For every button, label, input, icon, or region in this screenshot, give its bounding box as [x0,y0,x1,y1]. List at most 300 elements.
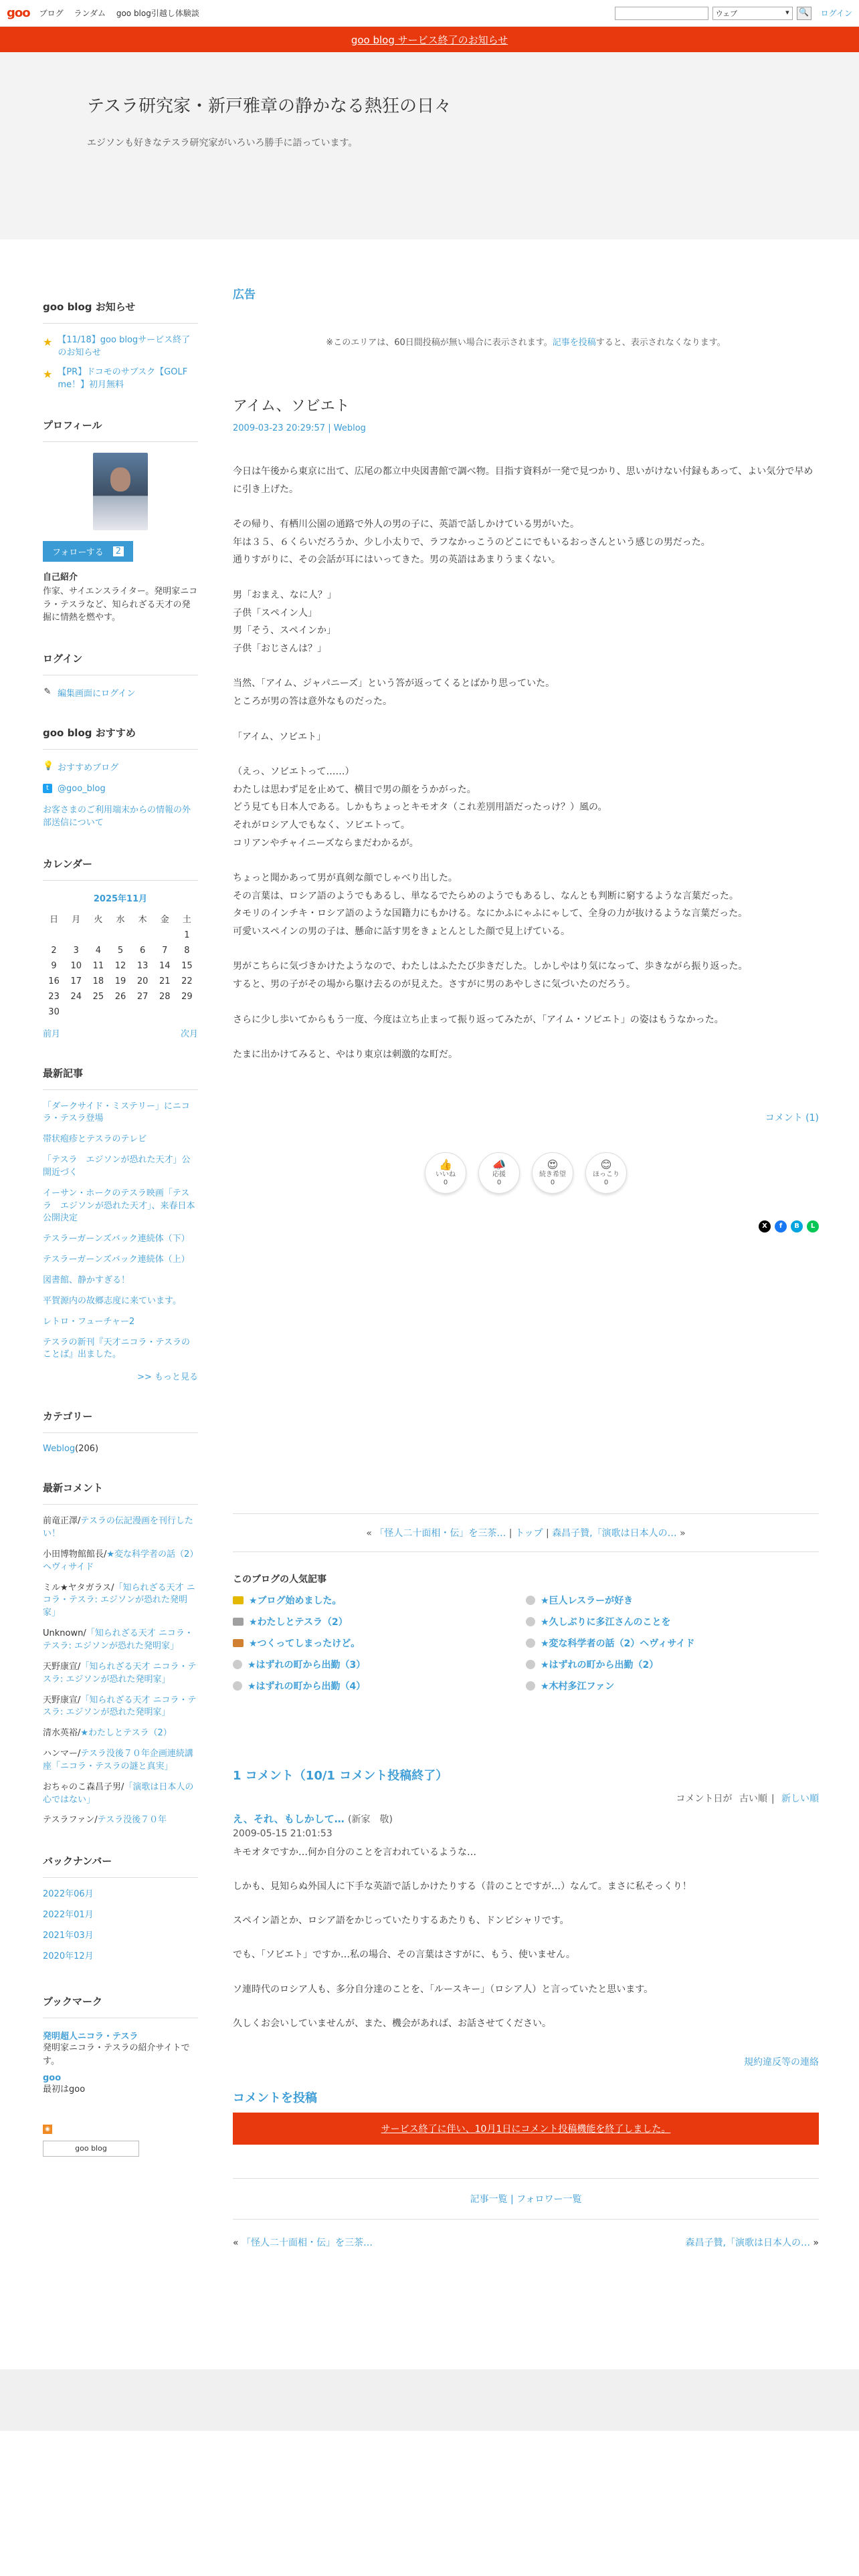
crown-icon [233,1618,244,1626]
post-line: その言葉は、ロシア語のようでもあるし、単なるでたらめのようでもあるし、なんとも判断に窮するような言葉だった。 [233,890,739,901]
search-scope-value: ウェブ [715,9,738,18]
top-link-blog[interactable]: ブログ [39,9,64,18]
notice-link[interactable]: 【11/18】goo blogサービス終了のお知らせ [58,335,191,358]
calendar-day: 18 [92,976,104,986]
paragraph-gap [233,994,819,1011]
reaction-button[interactable] [425,1152,466,1194]
paragraph-gap [233,1964,819,1981]
calendar-day: 20 [136,976,149,986]
goo-blog-badge[interactable] [43,2141,139,2157]
pencil-icon: ✎ [43,687,52,697]
follower-list-link[interactable]: フォロワー一覧 [516,2193,582,2205]
comment-article-link[interactable]: ★変な科学者の話（2）ヘヴィサイド [43,1549,194,1572]
reaction-count: 0 [550,1179,555,1187]
list-item [43,1889,198,1901]
recent-article-link[interactable]: 平賀源内の故郷志度に来ています。 [43,1295,181,1306]
calendar-day: 10 [70,960,82,971]
list-item [43,1628,198,1653]
post-line: コリアンやチャイニーズならまだわかるが。 [233,837,419,849]
calendar-day: 17 [70,976,82,986]
backnumber-heading: バックナンバー [43,1854,198,1878]
rank-dot-icon [526,1596,535,1605]
weekday-label: 日 [50,914,59,925]
follow-count: 2 [113,546,124,556]
popular-link[interactable]: ★はずれの町から出勤（4） [248,1681,366,1692]
popular-link[interactable]: ★変な科学者の話（2）ヘヴィサイド [541,1638,695,1649]
post-line: 可愛いスペインの男の子は、懸命に話す男をきょとんとした顔で見上げている。 [233,926,570,937]
calendar-day: 30 [48,1006,60,1017]
calendar-day: 7 [162,945,168,956]
calendar-heading: カレンダー [43,857,198,881]
goo-blog-badge-label: goo blog [75,2144,107,2153]
comment-sort: コメント日が 古い順 | 新しい順 [676,1793,819,1804]
search-icon: 🔍 [799,7,809,17]
reaction-count: 0 [496,1179,502,1187]
reaction-label: 続き希望 [539,1171,566,1179]
comment-title [233,1812,819,1826]
comment-article-link[interactable]: 「知られざる天才 ニコラ・テスラ: エジソンが恐れた発明家」 [43,1628,193,1651]
calendar-day [109,1004,131,1020]
notice-item [43,334,198,360]
calendar-day: 27 [136,991,149,1002]
rank-dot-icon [526,1617,535,1626]
calendar-day: 22 [181,976,193,986]
weekday-label: 水 [116,914,125,925]
comment-author: Unknown/ [43,1628,86,1639]
calendar-day: 15 [181,960,193,971]
post-line: それがロシア人でもなく、ソビエトって。 [233,819,410,831]
rank-dot-icon [233,1681,242,1691]
post-meta: 2009-03-23 20:29:57 | Weblog [233,423,366,433]
popular-item [233,1636,526,1650]
paragraph-gap [233,852,819,869]
post-line: タモリのインチキ・ロシア語のような国籍力にもかける。なにかふにゃふにゃして、全身の力が抜けるような言葉だった。 [233,908,748,920]
list-item [43,1316,198,1329]
search-input[interactable] [615,7,708,20]
login-box [43,651,198,699]
weekday-label: 火 [94,914,103,925]
reaction-label: いいね [436,1171,456,1179]
top-search [615,7,852,20]
sort-new-link[interactable]: 新しい順 [781,1793,819,1804]
popular-link[interactable]: ★久しぶりに多江さんのことを [541,1616,671,1628]
rank-dot-icon [526,1660,535,1669]
comment-line: スペイン語とか、ロシア語をかじっていたりするあたりも、ドンピシャリです。 [233,1915,569,1927]
reaction-button[interactable] [585,1152,627,1194]
comment-article-link[interactable]: 「演歌は日本人の心ではない」 [43,1782,194,1805]
comment-section-heading: 1 コメント（10/1 コメント投稿終了） [233,1768,448,1783]
list-item [43,1930,198,1943]
calendar-nav [43,1027,198,1039]
popular-item [526,1658,819,1671]
backnumber-scroll[interactable] [43,1889,198,1967]
list-item [43,1134,198,1146]
recommend-box [43,726,198,830]
popular-item [526,1615,819,1628]
article-list-link[interactable]: 記事一覧 [470,2193,508,2205]
profile-heading: プロフィール [43,418,198,442]
calendar-day: 12 [114,960,126,971]
star-icon: ★ [43,336,53,348]
notice-box [43,300,198,391]
weekday-label: 月 [72,914,81,925]
reaction-button[interactable] [478,1152,520,1194]
list-item [43,1661,198,1687]
calendar-day: 14 [159,960,171,971]
report-link[interactable]: 規約違反等の連絡 [744,2056,819,2068]
comment-date: 2009-05-15 21:01:53 [233,1828,332,1839]
paragraph-gap [233,1998,819,2016]
reaction-label: ほっこり [593,1171,619,1179]
follow-label: フォローする [52,548,104,558]
backnumber-box [43,1854,198,1967]
comment-article-link[interactable]: 「知られざる天才 ニコラ・テスラ: エジソンが恐れた発明家」 [43,1661,197,1685]
top-links [39,7,207,19]
comment-author: 天野康宣/ [43,1661,81,1672]
pager-next-link[interactable]: 森昌子贊,「演歌は日本人の… [552,1527,677,1539]
comment-list [43,1515,198,1827]
list-item [43,1909,198,1922]
pager-top-link[interactable]: トップ [514,1527,543,1539]
content-wrap [0,239,859,2265]
calendar-table [43,909,198,1020]
list-item [43,1727,198,1740]
post-comment-heading: コメントを投稿 [233,2090,317,2105]
category-heading: カテゴリー [43,1409,198,1433]
line-share-icon[interactable]: L [807,1220,819,1232]
comment-author: ハンマー/ [43,1749,81,1759]
facebook-share-icon[interactable]: f [775,1220,787,1232]
recent-article-link[interactable]: イーサン・ホークのテスラ映画「テスラ エジソンが恐れた天才」、来春日本公開決定 [43,1188,195,1224]
calendar-day [87,1004,109,1020]
list-item [43,1951,198,1963]
post-body [233,463,819,1064]
post-category-link[interactable]: Weblog [333,423,366,433]
lightbulb-icon: 💡 [43,761,54,772]
footer-badges [43,2123,198,2157]
comments-box [43,1481,198,1827]
list-item [43,1582,198,1620]
list-item [43,1814,198,1827]
paragraph-gap [233,940,819,958]
calendar-day: 9 [51,960,57,971]
popular-link[interactable]: ★わたしとテスラ（2） [249,1616,348,1628]
twitter-link[interactable]: @goo_blog [58,783,106,794]
calendar-day: 1 [184,930,190,940]
recent-article-link[interactable]: 「ダークサイド・ミステリー」にニコラ・テスラ登場 [43,1101,190,1124]
profile-photo[interactable] [93,453,148,530]
calendar-day: 6 [139,945,146,956]
bookmark-link[interactable]: 発明超人ニコラ・テスラ [43,2032,138,2042]
backnumber-list [43,1889,198,1963]
external-transmission-link[interactable]: お客さまのご利用端末からの情報の外部送信について [43,804,191,828]
post-line: その帰り、有栖川公園の通路で外人の男の子に、英語で話しかけている男がいた。 [233,519,579,530]
popular-item [526,1679,819,1693]
paragraph-gap [233,1929,819,1947]
weekday-label: 土 [182,914,191,925]
reaction-icon: 😍 [547,1158,559,1172]
search-scope-select[interactable] [712,7,793,20]
blog-header [0,52,859,239]
popular-item [233,1615,526,1628]
list-item [43,1188,198,1226]
blog-title[interactable]: テスラ研究家・新戸雅章の静かなる熱狂の日々 [87,96,452,116]
post-line: 男がこちらに気づきかけたようなので、わたしはふたたび歩きだした。しかしやはり気になって、歩きながら振り返った。 [233,961,748,972]
recent-article-link[interactable]: テスラーガーンズバック連続体（下） [43,1234,190,1245]
recent-article-link[interactable]: 帯状疱疹とテスラのテレビ [43,1134,147,1145]
login-heading: ログイン [43,651,198,675]
service-end-banner [0,27,859,52]
calendar-day [65,1004,87,1020]
rank-dot-icon [526,1681,535,1691]
post-line: 男「そう、スペインか」 [233,625,336,637]
ad-note-suffix: すると、表示されなくなります。 [595,338,726,348]
backnumber-link[interactable]: 2022年06月 [43,1889,94,1900]
paragraph-gap [233,1895,819,1913]
calendar-day: 28 [159,991,171,1002]
intro-text: 作家、サイエンスライター。発明家ニコラ・テスラなど、知られざる天才の発掘に情熱を燃やす。 [43,586,198,623]
comment-line: 久しくお会いしていませんが、また、機会があれば、お話させてください。 [233,2018,551,2029]
page-footer [0,2369,859,2431]
post-line: ちょっと聞かあって男が真剣な顔でしゃべり出した。 [233,873,458,884]
paragraph-gap [233,1029,819,1046]
calendar-week [43,928,198,943]
reaction-count: 0 [443,1179,448,1187]
recent-list [43,1101,198,1362]
calendar-day: 3 [73,945,79,956]
bottom-prev-link[interactable]: 「怪人二十面相・伝」を三茶… [242,2237,373,2248]
bottom-next-link[interactable]: 森昌子贊,「演歌は日本人の… [685,2237,810,2248]
reaction-buttons [233,1152,819,1194]
popular-item [526,1594,819,1607]
bookmark-desc: 最初はgoo [43,2084,86,2095]
calendar-day: 5 [117,945,124,956]
recent-article-link[interactable]: 図書館、静かすぎる！ [43,1275,130,1285]
top-link-random[interactable]: ランダム [74,9,106,18]
backnumber-link[interactable]: 2022年01月 [43,1910,94,1921]
post-line: 通りすがりに、その会話が耳にはいってきた。男の英語はあまりうまくない。 [233,554,561,566]
popular-link[interactable]: ★はずれの町から出勤（2） [541,1659,659,1671]
list-item [43,1233,198,1246]
share-buttons [233,1220,819,1232]
login-line [43,686,198,699]
popular-link[interactable]: ★はずれの町から出勤（3） [248,1659,366,1671]
paragraph-gap [233,498,819,516]
calendar-day: 11 [92,960,104,971]
pager-prev-link[interactable]: 「怪人二十面相・伝」を三茶… [375,1527,506,1539]
post-line: たまに出かけてみると、やはり東京は刺激的な町だ。 [233,1049,458,1061]
comment-author: (新家 敬) [348,1814,393,1825]
comment-author: 清水英裕/ [43,1728,81,1739]
reaction-button[interactable] [532,1152,573,1194]
paragraph-gap [233,1861,819,1879]
notice-link[interactable]: 【PR】ドコモのサブスク【GOLF me！】初月無料 [58,366,188,390]
more-link[interactable]: >> もっと見る [137,1372,198,1383]
calendar-day: 4 [95,945,101,956]
calendar-day: 25 [92,991,104,1002]
profile-box [43,418,198,625]
top-bar [0,0,859,27]
post-article-link[interactable]: 記事を投稿 [552,338,596,348]
comment-line: でも、「ソビエト」ですか…私の場合、その言葉はさすがに、もう、使いません。 [233,1949,575,1961]
follow-button[interactable] [43,541,133,562]
post-line: どう見ても日本人である。しかもちょっとキモオタ（これ差別用語だったっけ？）風の。 [233,802,607,813]
twitter-icon: t [43,784,52,793]
list-item [43,1748,198,1774]
calendar-day: 13 [136,960,149,971]
recommend-blog-link[interactable]: おすすめブログ [58,762,119,773]
calendar-week [43,1004,198,1020]
list-item [43,1254,198,1267]
sort-old: 古い順 [739,1793,767,1804]
top-link-migration[interactable]: goo blog引越し体験談 [116,9,199,18]
calendar-next-link[interactable]: 次月 [180,1029,198,1039]
recent-article-link[interactable]: テスラの新刊『天才ニコラ・テスラのことば』出ました。 [43,1337,190,1360]
comment-article-link[interactable]: ★わたしとテスラ（2） [80,1728,172,1739]
backnumber-link[interactable]: 2020年12月 [43,1951,94,1961]
main-content [233,239,819,2265]
calendar-day [87,928,109,943]
bookmark-link[interactable]: goo [43,2073,62,2084]
calendar-week [43,958,198,974]
calendar-day [132,928,154,943]
blog-subtitle: エジソンも好きなテスラ研究家がいろいろ勝手に語っています。 [87,138,358,148]
popular-item [233,1658,526,1671]
backnumber-link[interactable]: 2021年03月 [43,1930,94,1941]
calendar-day: 26 [114,991,126,1002]
recent-article-link[interactable]: 「テスラ エジソンが恐れた天才」公開近づく [43,1155,191,1178]
chevron-down-icon: ▾ [785,7,789,17]
weekday-label: 金 [160,914,169,925]
search-button[interactable] [797,7,812,20]
recent-heading: 最新記事 [43,1066,198,1090]
sidebar [43,239,198,2265]
calendar-day: 29 [181,991,193,1002]
weekday-label: 木 [138,914,147,925]
popular-item [233,1679,526,1693]
x-share-icon[interactable]: X [759,1220,771,1232]
bottom-nav: « 「怪人二十面相・伝」を三茶… 森昌子贊,「演歌は日本人の… » [233,2237,819,2248]
ad-title: 広告 [233,288,256,302]
paragraph-gap [233,569,819,586]
post-line: さらに少し歩いてからもう一度、今度は立ち止まって振り返ってみたが、「アイム・ソビエト」の姿はもうなかった。 [233,1014,724,1025]
post-pager: « 「怪人二十面相・伝」を三茶… | トップ | 森昌子贊,「演歌は日本人の… » [233,1513,819,1552]
calendar-prev-link[interactable]: 前月 [43,1029,61,1039]
comment-author: 天野康宣/ [43,1695,81,1705]
post-line: 子供「おじさんは？」 [233,643,326,654]
comment-title-text: え、それ、もしかして… [233,1812,345,1825]
post-line: 子供「スペイン人」 [233,607,317,619]
star-icon: ★ [43,367,53,381]
calendar-week [43,974,198,989]
rss-icon[interactable]: ◉ [43,2125,52,2134]
post-line: わたしは思わず足を止めて、横目で男の顔をうかがった。 [233,784,476,795]
calendar-day: 16 [48,976,60,986]
notice-item [43,366,198,392]
comment-author: 前竜正澤/ [43,1516,81,1527]
bookmark-desc: 発明家ニコラ・テスラの紹介サイトです。 [43,2043,190,2066]
login-link[interactable]: 編集画面にログイン [58,688,136,699]
list-item [43,1101,198,1126]
hatena-share-icon[interactable]: B [791,1220,803,1232]
comment-count-link[interactable]: コメント (1) [765,1112,819,1123]
paragraph-gap [233,657,819,675]
popular-item [526,1636,819,1650]
calendar-day: 2 [51,945,57,956]
calendar-day: 23 [48,991,60,1002]
popular-articles [233,1552,819,1693]
calendar-week [43,943,198,958]
notice-heading: goo blog お知らせ [43,300,198,324]
recent-article-link[interactable]: レトロ・フューチャー2 [43,1316,135,1327]
comment-closed-link[interactable]: サービス終了に伴い、10月1日にコメント投稿機能を終了しました。 [381,2123,671,2135]
goo-logo[interactable]: goo [7,6,30,20]
comment-article-link[interactable]: テスラ没後７０年 [97,1815,167,1826]
comment-article-link[interactable]: 「知られざる天才 ニコラ・テスラ: エジソンが恐れた発明家」 [43,1582,195,1618]
calendar-day [65,928,87,943]
popular-grid [233,1594,819,1693]
post-line: （えっ、ソビエトって……） [233,766,355,778]
category-link[interactable]: Weblog [43,1444,76,1455]
recent-article-link[interactable]: テスラーガーンズバック連続体（上） [43,1255,190,1265]
post-title: アイム、ソビエト [233,398,350,415]
comment-closed-notice [233,2113,819,2145]
ad-note-prefix: ※このエリアは、60日間投稿が無い場合に表示されます。 [326,338,553,348]
calendar-day: 8 [184,945,190,956]
list-item [43,1154,198,1180]
popular-link[interactable]: ★木村多江ファン [541,1681,615,1692]
comment-author: 小田博物館館長/ [43,1549,107,1560]
comment-article-link[interactable]: 「知られざる天才 ニコラ・テスラ: エジソンが恐れた発明家」 [43,1695,197,1718]
comment-article-link[interactable]: テスラ没後７０年企画連続講座「ニコラ・テスラの謎と真実」 [43,1749,193,1772]
rank-dot-icon [526,1638,535,1648]
popular-link[interactable]: ★つくってしまったけど。 [249,1638,361,1649]
list-item [43,1295,198,1308]
recent-box [43,1066,198,1383]
comment-line: ソ連時代のロシア人も、多分自分達のことを、「ルースキー」（ロシア人）と言っていたと思います。 [233,1983,654,1995]
comment-author: ミル★ヤタガラス/ [43,1582,114,1593]
popular-link[interactable]: ★巨人レスラーが好き [541,1595,634,1606]
paragraph-gap [233,746,819,763]
list-links: 記事一覧 | フォロワー一覧 [233,2178,819,2220]
reaction-icon: 📣 [492,1158,506,1172]
calendar-month[interactable]: 2025年11月 [93,893,148,904]
post-line: 当然、「アイム、ジャパニーズ」という答が返ってくるとばかり思っていた。 [233,678,555,689]
comment-line: キモオタですか…何か自分のことを言われているような… [233,1846,476,1858]
comment-body [233,1844,819,2032]
post-line: 「アイム、ソビエト」 [233,731,326,742]
top-login-link[interactable]: ログイン [820,9,852,18]
recommend-heading: goo blog おすすめ [43,726,198,750]
comment-article-link[interactable]: テスラの伝記漫画を刊行したい！ [43,1516,193,1539]
twitter-line [43,784,198,794]
bookmark-box [43,1994,198,2097]
post-line: 年は３５、６くらいだろうか、少し小太りで、ラフなかっこうのどこにでもいるおっさんという感じの男だった。 [233,536,710,548]
intro-label: 自己紹介 [43,572,78,583]
popular-link[interactable]: ★ブログ始めました。 [249,1595,342,1606]
service-end-link[interactable]: goo blog サービス終了のお知らせ [351,33,508,46]
calendar-day [154,1004,176,1020]
category-count: (206) [75,1444,99,1455]
list-item [43,1337,198,1362]
list-item [43,1782,198,1807]
list-item [43,1695,198,1720]
post-line: 今日は午後から東京に出て、広尾の都立中央図書館で調べ物。目指す資料が一発で見つかり、思いがけない付録もあって、よい気分で早めに引き上げた。 [233,466,814,495]
post-line: 男「おまえ、なに人？」 [233,589,337,601]
post-line: ところが男の答は意外なものだった。 [233,695,392,707]
calendar-day: 21 [159,976,171,986]
comments-heading: 最新コメント [43,1481,198,1505]
